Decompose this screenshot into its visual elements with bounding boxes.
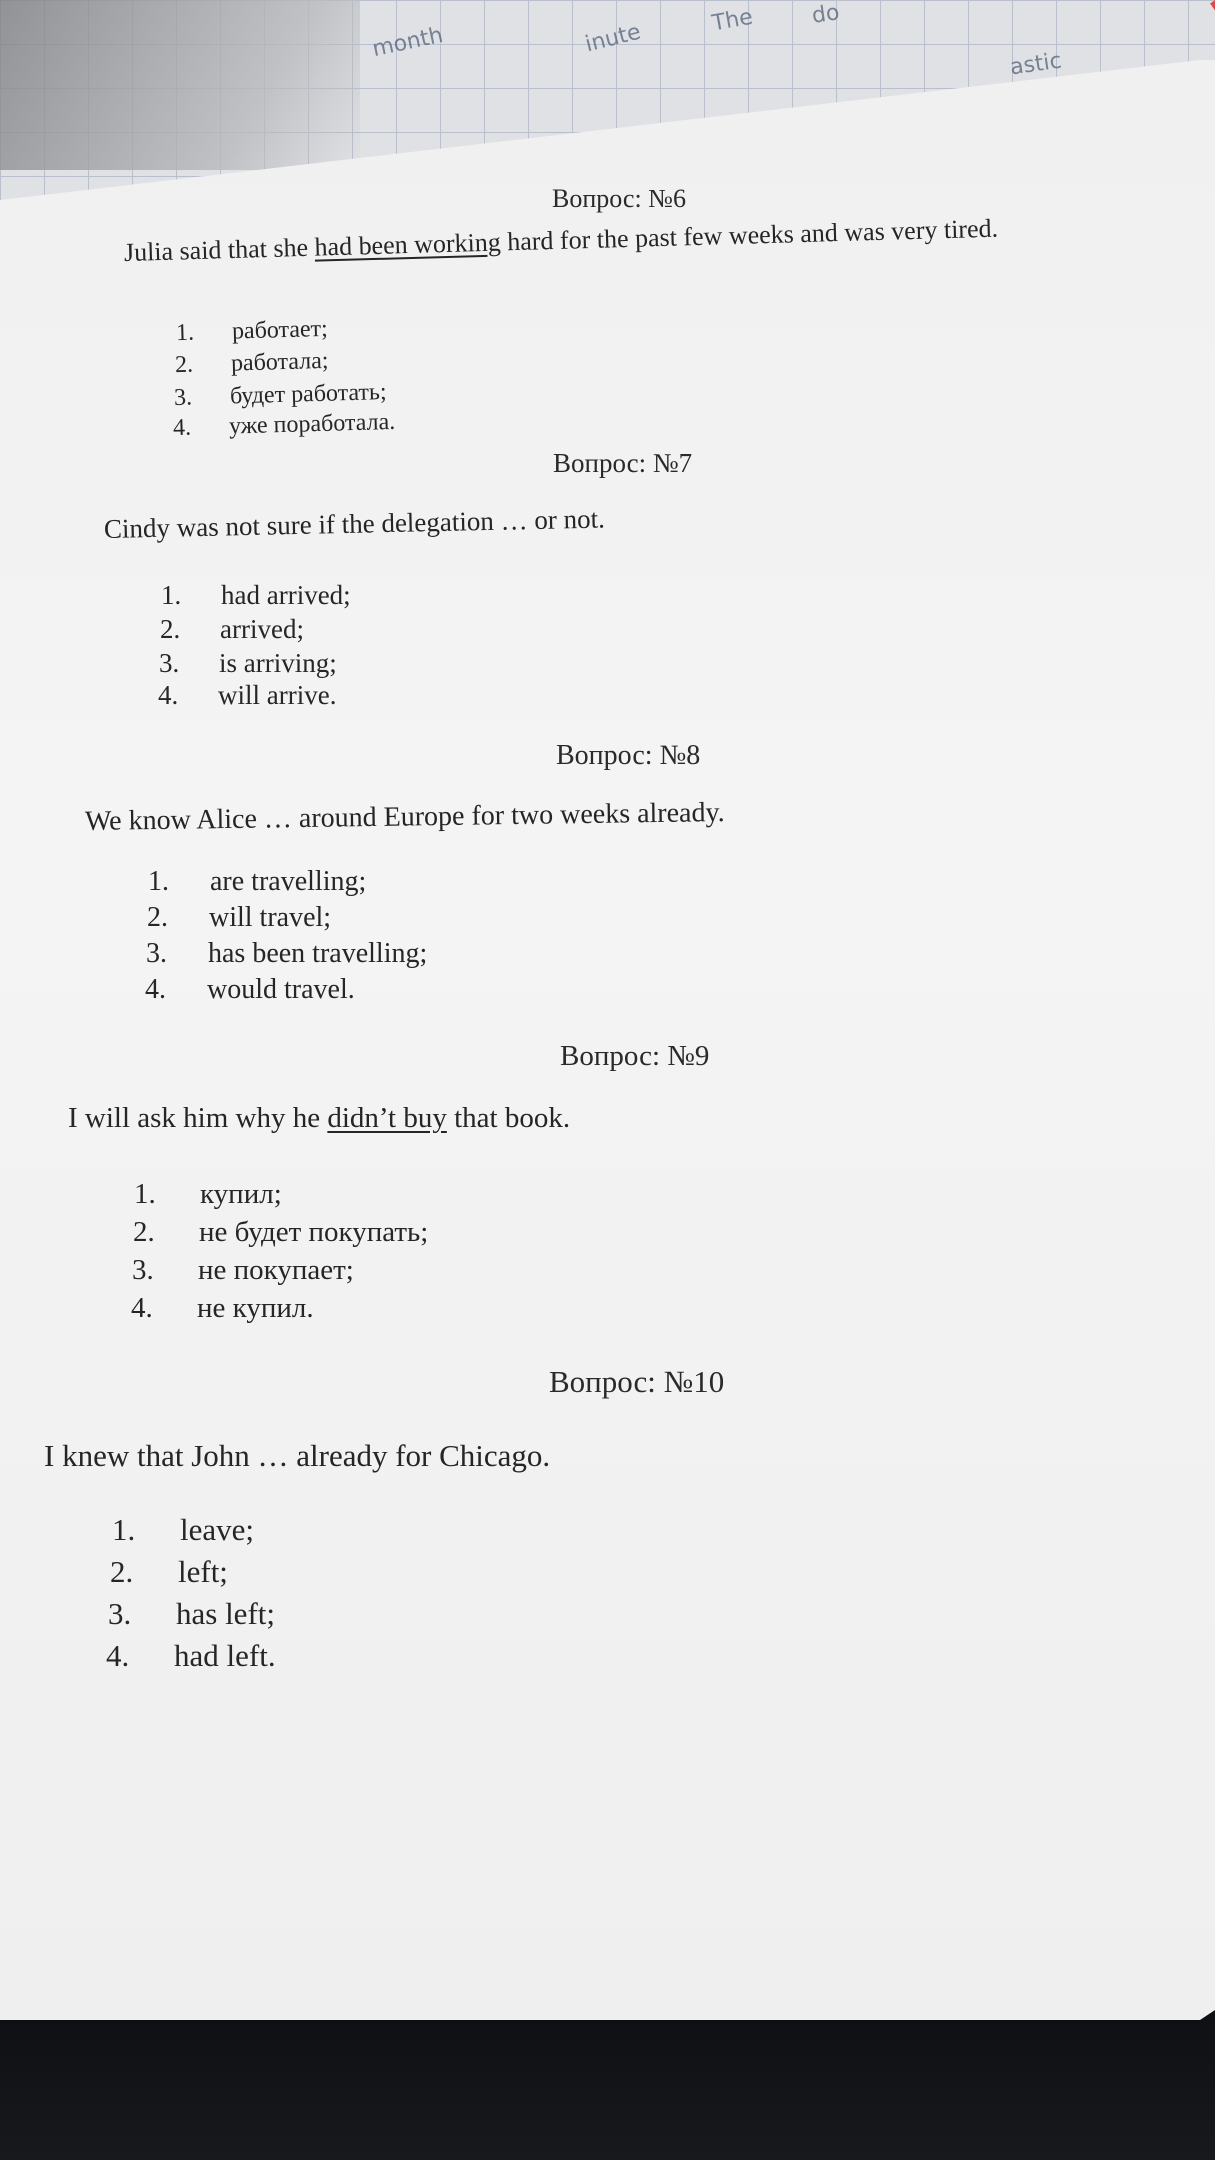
option-label: would travel. [207,974,355,1005]
option-number: 4. [145,974,166,1005]
question-text-part: Julia said that she [123,232,315,267]
option-label: работает; [231,315,329,345]
option-label: has left; [176,1596,275,1631]
answer-option [173,409,396,442]
answer-option [145,974,355,1006]
option-number: 1. [148,866,169,897]
option-label: had left. [174,1638,276,1673]
option-label: не покупает; [198,1254,354,1286]
question-text-part: We know Alice … around Europe for two weeks already. [84,797,725,837]
question-title: Вопрос: №6 [552,184,686,213]
answer-option [159,648,337,679]
option-label: не будет покупать; [199,1216,429,1248]
handwriting-scribble: do [810,0,842,29]
answer-option [175,348,329,379]
option-number: 4. [172,414,192,442]
option-label: had arrived; [221,580,351,610]
option-number: 3. [132,1254,154,1286]
question-text-part: hard for the past few weeks and was very tired. [500,213,999,257]
question-text [68,1102,570,1135]
option-label: работала; [230,347,329,377]
option-number: 4. [131,1292,153,1324]
question-title: Вопрос: №9 [560,1040,710,1072]
handwriting-scribble: month [370,22,446,63]
underlined-phrase: had been working [314,227,502,262]
question-text-part: I knew that John … already for Chicago. [44,1438,551,1473]
question-text-part: that book. [446,1102,571,1134]
option-label: уже поработала. [228,408,396,440]
option-label: будет работать; [229,379,387,410]
answer-option [158,680,336,711]
answer-option [106,1638,276,1674]
answer-option [148,866,366,898]
option-number: 2. [160,614,181,644]
option-number: 1. [161,580,182,610]
option-label: is arriving; [219,648,337,678]
option-number: 2. [147,902,168,933]
option-number: 3. [146,938,167,969]
option-number: 2. [174,351,194,379]
option-number: 4. [106,1638,130,1673]
question-title: Вопрос: №8 [556,740,701,771]
option-number: 1. [175,319,195,347]
answer-option [110,1554,228,1590]
handwriting-scribble: astic [1008,48,1064,81]
option-label: are travelling; [210,866,367,897]
option-number: 3. [108,1596,132,1631]
question-text [44,1438,550,1474]
answer-option [108,1596,275,1632]
answer-option [133,1216,428,1249]
answer-option [134,1178,282,1211]
option-label: leave; [180,1512,255,1547]
handwriting-scribble: The [710,4,755,37]
option-label: has been travelling; [208,938,428,969]
question-text [85,797,725,838]
question-text [124,214,999,268]
answer-option [147,902,331,934]
option-number: 3. [173,384,193,411]
underlined-phrase: didn’t buy [327,1102,447,1134]
answer-option [132,1254,354,1287]
option-number: 2. [110,1554,134,1589]
question-title: Вопрос: №10 [549,1364,725,1399]
option-label: не купил. [197,1292,314,1324]
answer-option [176,316,328,347]
answer-option [131,1292,314,1325]
option-label: купил; [200,1178,282,1210]
answer-option [161,580,351,611]
option-label: will arrive. [218,680,337,710]
question-text-part: Cindy was not sure if the delegation … or not. [103,503,606,544]
answer-option [146,938,427,970]
question-text [104,504,605,545]
option-label: arrived; [220,614,304,644]
answer-option [112,1512,254,1548]
question-title: Вопрос: №7 [553,448,693,478]
option-number: 3. [159,648,180,678]
handwriting-scribble: inute [582,19,644,58]
option-number: 2. [133,1216,155,1248]
option-number: 4. [158,680,179,710]
answer-option [160,614,304,645]
option-label: will travel; [209,902,332,933]
option-label: left; [178,1554,228,1589]
question-text-part: I will ask him why he [68,1102,328,1134]
option-number: 1. [112,1512,136,1547]
answer-option [174,379,387,412]
option-number: 1. [134,1178,156,1210]
